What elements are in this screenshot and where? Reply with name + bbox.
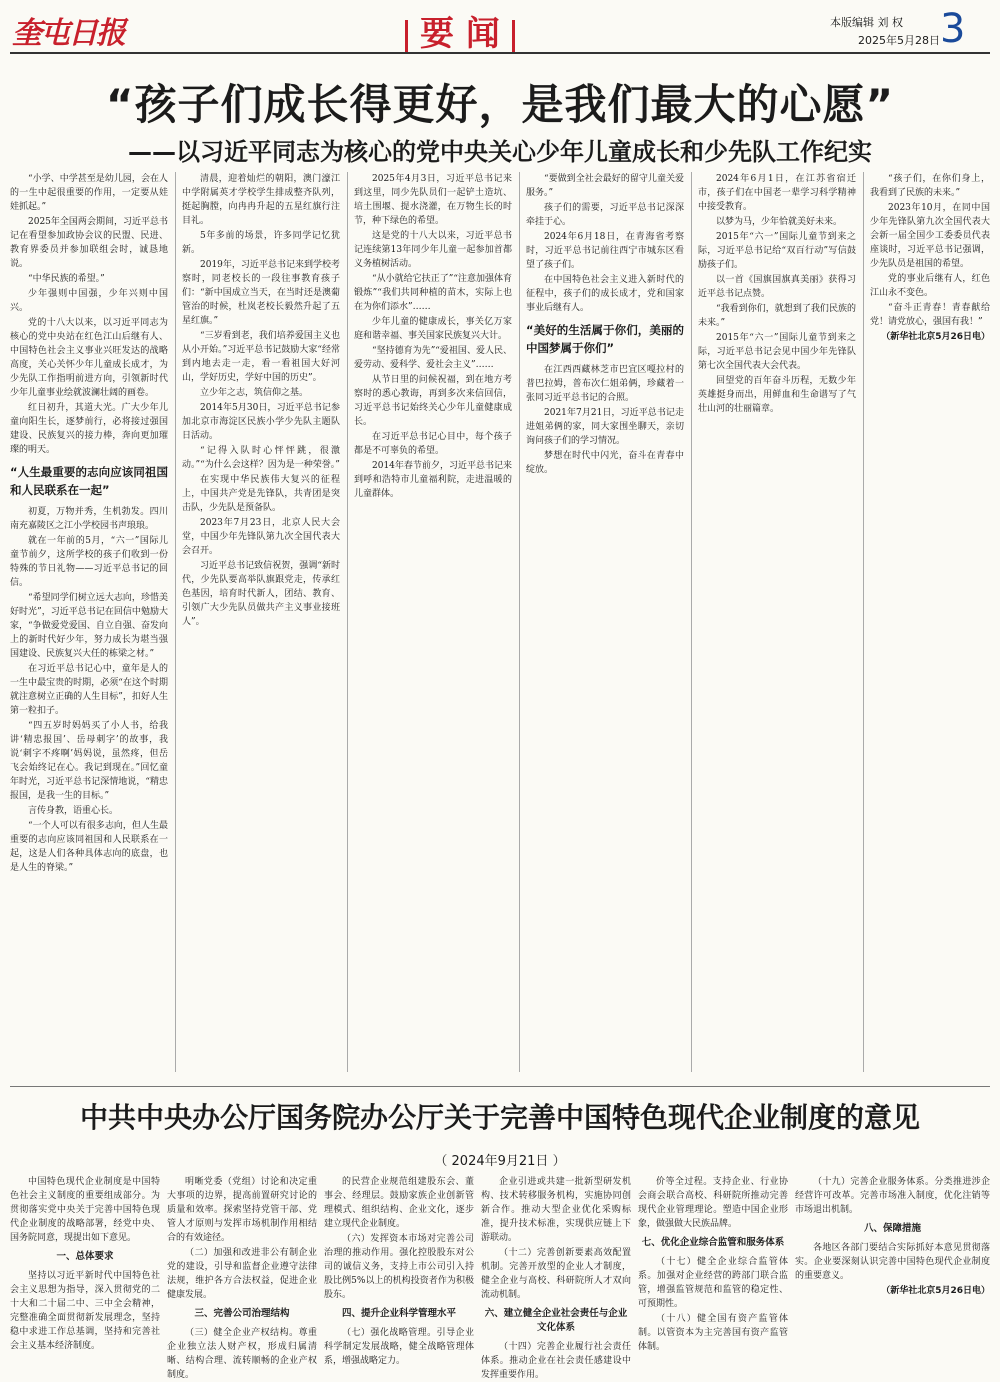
article-headline: “孩子们成长得更好，是我们最大的心愿”: [105, 80, 895, 129]
section-heading: “美好的生活属于你们，美丽的中国梦属于你们”: [526, 323, 684, 355]
document-title: 中共中央办公厅国务院办公厅关于完善中国特色现代企业制度的意见: [79, 1101, 920, 1134]
column-divider: [691, 172, 692, 1072]
paper-logo: 奎屯日报: [12, 16, 124, 51]
article-column-5: 2024年6月1日，在江苏省宿迁市，孩子们在中国老一辈学习科学精神中接受教育。 以梦为马，少年恰就美好未来。 2015年“六一”国际儿童节到来之际，习近平总书记给“双百行动”写信鼓励孩子们。 以一首《国旗国旗真美丽》获得习近平总书记点赞。 “我看到你们，就想到了我们民族的未来。” 2015年“六一”国际儿童节到来之际，习近平总书记会见中国少年先锋队第七次全国代表大会代表。 回望党的百年奋斗历程，无数少年英雄挺身而出，用鲜血和生命谱写了气壮山河的壮丽篇章。: [698, 174, 856, 414]
article-column-6: “孩子们，在你们身上，我看到了民族的未来。” 2023年10月，在同中国少年先锋队第九次全国代表大会新一届全国少工委委员代表座谈时，习近平总书记强调，少先队员是祖国的希望。 党的事业后继有人，红色江山永不变色。 “奋斗正青春！青春献给党！请党放心，强国有我！” （新华社北京5月26日电）: [870, 174, 990, 342]
column-divider: [175, 172, 176, 1072]
masthead: [0, 0, 1000, 55]
article-column-1: “小学、中学甚至是幼儿园，会在人的一生中起很重要的作用，一定要从娃娃抓起。” 2025年全国两会期间，习近平总书记在看望参加政协会议的民盟、民进、教育界委员并参加联组会时，诚恳地说。 “中华民族的希望。” 少年强则中国强，少年兴则中国兴。 党的十八大以来，以习近平同志为核心的党中央站在红色江山后继有人、中国特色社会主义事业兴旺发达的战略高度，关心关怀少年儿童成长成才，为少先队工作指明前进方向，引领新时代少年儿童事业绘就波澜壮阔的画卷。 红日初升，其道大光。广大少年儿童向阳生长，逐梦前行，必将接过强国建设、民族复兴的接力棒，奔向更加璀璨的明天。 “人生最重要的志向应该同祖国和人民联系在一起” 初夏，万物并秀，生机勃发。四川南充嘉陵区之江小学校园书声琅琅。 就在一年前的5月，“六一”国际儿童节前夕，这所学校的孩子们收到一份特殊的节日礼物——习近平总书记的回信。 “希望同学们树立远大志向，珍惜美好时光”，习近平总书记在回信中勉励大家，“争做爱党爱国、自立自强、奋发向上的新时代好少年，努力成长为堪当强国建设、民族复兴大任的栋梁之材。” 在习近平总书记心中，童年是人的一生中最宝贵的时期，必须“在这个时期就注意树立正确的人生目标”，扣好人生第一粒扣子。 “四五岁时妈妈买了小人书，给我讲‘精忠报国’、岳母刺字’的故事，我说‘刺字不疼啊’妈妈说，虽然疼，但岳飞会始终记在心。我记到现在。”回忆童年时光，习近平总书记深情地说，“精忠报国，是我一生的目标。” 言传身教，语重心长。 “一个人可以有很多志向，但人生最重要的志向应该同祖国和人民联系在一起，这是人们各种具体志向的底盘，也是人生的脊梁。”: [10, 174, 168, 873]
article-column-3: 2025年4月3日，习近平总书记来到这里，同少先队员们一起铲土造坑、培土围堰、提水浇灌，在万物生长的时节，种下绿色的希望。 这是党的十八大以来，习近平总书记连续第13年同少年儿童一起参加首都义务植树活动。 “从小就给它扶正了”“注意加强体育锻炼”“我们共同种植的苗木，实际上也在为你们添水”…… 少年儿童的健康成长，事关亿万家庭和谐幸福、事关国家民族复兴大计。 “坚持德育为先”“爱祖国、爱人民、爱劳动、爱科学、爱社会主义”…… 从节日里的问候祝福，到在地方考察时的悉心教诲，再到多次来信回信，习近平总书记始终关心少年儿童健康成长。 在习近平总书记心目中，每个孩子都是不可辜负的希望。 2014年春节前夕，习近平总书记来到呼和浩特市儿童福利院，走进温暖的儿童群体。: [354, 174, 512, 499]
column-divider: [863, 172, 864, 1072]
page-number: 3: [940, 6, 966, 52]
doc-column-2: 明晰党委（党组）讨论和决定重大事项的边界，提高前置研究讨论的质量和效率。探索坚持党管干部、党管人才原则与发挥市场机制作用相结合的有效途径。 （二）加强和改进非公有制企业党的建设，引导和监督企业遵守法律法规，维护各方合法权益，促进企业健康发展。 三、完善公司治理结构 （三）健全企业产权结构。尊重企业独立法人财产权，形成归属清晰、结构合理、流转顺畅的企业产权制度。: [167, 1177, 317, 1380]
document-date: （ 2024年9月21日 ）: [434, 1154, 566, 1169]
credit-line: （新华社北京5月26日电）: [881, 1286, 990, 1296]
header-rule: [10, 52, 990, 54]
issue-date: 2025年5月28日: [858, 34, 940, 47]
article-column-4: “要做到全社会最好的留守儿童关爱服务。” 孩子们的需要，习近平总书记深深牵挂于心。 2024年6月18日，在青海省考察时，习近平总书记前往西宁市城东区看望了孩子们。 在中国特色社会主义进入新时代的征程中，孩子们的成长成才，党和国家事业后继有人。 “美好的生活属于你们，美丽的中国梦属于你们” 在江西西藏林芝市巴宜区嘎拉村的普巴拉姆，普布次仁姐弟俩，珍藏着一张同习近平总书记的合照。 2021年7月21日，习近平总书记走进姐弟俩的家，同大家围坐聊天，亲切询问孩子们的学习情况。 梦想在时代中闪光，奋斗在青春中绽放。: [526, 174, 684, 475]
column-divider: [519, 172, 520, 1072]
section-label: 要 闻: [393, 6, 527, 55]
article-subtitle: ——以习近平同志为核心的党中央关心少年儿童成长和少先队工作纪实: [128, 138, 872, 166]
doc-column-6: （十九）完善企业服务体系。分类推进涉企经营许可改革。完善市场准入制度，优化注销等市场退出机制。 八、保障措施 各地区各部门要结合实际抓好本意见贯彻落实。企业要深刻认识完善中国特色现代企业制度的重要意义。 （新华社北京5月26日电）: [795, 1177, 990, 1296]
doc-column-5: 价等全过程。支持企业、行业协会商会联合高校、科研院所推动完善现代企业管理理论。塑造中国企业形象，做强做大民族品牌。 七、优化企业综合监管和服务体系 （十七）健全企业综合监管体系。加强对企业经营的跨部门联合监管，增强监管规范和监管的稳定性、可预期性。 （十八）健全国有资产监管体制。以管资本为主完善国有资产监管体制。: [638, 1177, 788, 1352]
article-column-2: 清晨，迎着灿烂的朝阳，澳门濠江中学附属英才学校学生排成整齐队列，挺起胸膛，向冉冉升起的五星红旗行注目礼。 5年多前的场景，许多同学记忆犹新。 2019年，习近平总书记来到学校考察时，同老校长的一段往事教育孩子们：“新中国成立当天，在当时还是澳葡管治的时候，杜岚老校长毅然升起了五星红旗。” “三岁看到老，我们培养爱国主义也从小开始。”习近平总书记鼓励大家“经常到内地去走一走，看一看祖国大好河山，学好历史，学好中国的历史”。 立少年之志，筑信仰之基。 2014年5月30日，习近平总书记参加北京市海淀区民族小学少先队主题队日活动。 “记得入队时心怦怦跳，很激动。”“为什么会这样？因为是一种荣誉。” 在实现中华民族伟大复兴的征程上，中国共产党是先锋队，共青团是突击队，少先队是预备队。 2023年7月23日，北京人民大会堂，中国少年先锋队第九次全国代表大会召开。 习近平总书记致信祝贺，强调“新时代，少先队要高举队旗跟党走，传承红色基因，培育时代新人，团结、教育、引领广大少先队员做共产主义事业接班人”。: [182, 174, 340, 627]
doc-column-4: 企业引进或共建一批新型研发机构、技术转移服务机构，实施协同创新合作。推动大型企业优化采购标准，提升技术标准，实现供应链上下游联动。 （十二）完善创新要素高效配置机制。完善开放型的企业人才制度，健全企业与高校、科研院所人才双向流动机制。 六、建立健全企业社会责任与企业文化体系 （十四）完善企业履行社会责任体系。推动企业在社会责任感建设中发挥重要作用。: [481, 1177, 631, 1380]
article-separator: [10, 1086, 990, 1087]
doc-column-1: 中国特色现代企业制度是中国特色社会主义制度的重要组成部分。为贯彻落实党中央关于完善中国特色现代企业制度的战略部署，经党中央、国务院同意，现提出如下意见。 一、总体要求 坚持以习近平新时代中国特色社会主义思想为指导，深入贯彻党的二十大和二十届二中、三中全会精神，完整准确全面贯彻新发展理念，坚持稳中求进工作总基调，坚持和完善社会主义基本经济制度。: [10, 1177, 160, 1351]
section-heading: “人生最重要的志向应该同祖国和人民联系在一起”: [10, 465, 168, 497]
editor-line: 本版编辑 刘 权: [830, 16, 903, 29]
column-divider: [347, 172, 348, 1072]
doc-column-3: 的民营企业规范组建股东会、董事会、经理层。鼓励家族企业创新管理模式、组织结构、企业文化，逐步建立现代企业制度。 （六）发挥资本市场对完善公司治理的推动作用。强化控股股东对公司的诚信义务，支持上市公司引入持股比例5%以上的机构投资者作为积极股东。 四、提升企业科学管理水平 （七）强化战略管理。引导企业科学制定发展战略，健全战略管理体系，增强战略定力。: [324, 1177, 474, 1366]
credit-line: （新华社北京5月26日电）: [881, 332, 990, 342]
